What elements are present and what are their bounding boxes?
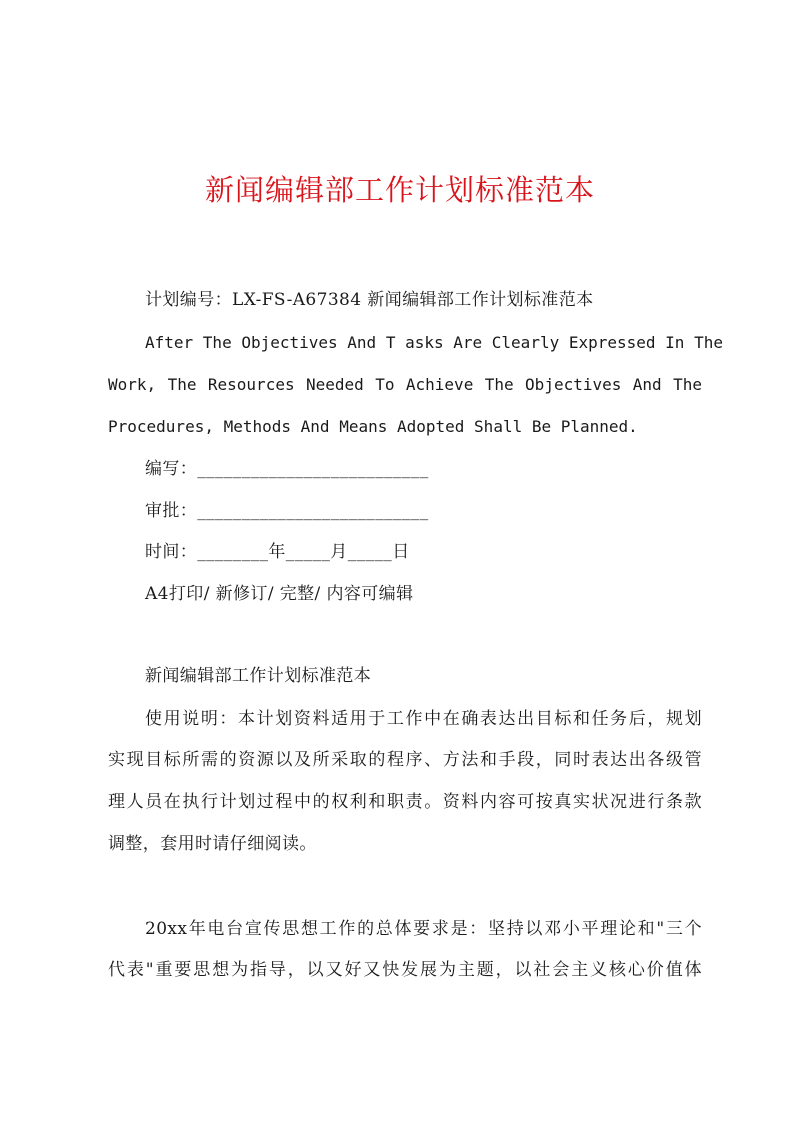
body-line-1: 20xx年电台宣传思想工作的总体要求是：坚持以邓小平理论和"三个	[145, 919, 702, 939]
usage-line-3: 理人员在执行计划过程中的权利和职责。资料内容可按真实状况进行条款	[108, 792, 702, 812]
approval-field: 审批：__________________________	[145, 501, 429, 521]
english-line-3: Procedures, Methods And Means Adopted Shall Be Planned.	[108, 417, 638, 436]
author-field: 编写：__________________________	[145, 459, 429, 479]
english-line-2: Work, The Resources Needed To Achieve The Objectives And The	[108, 375, 702, 394]
usage-line-4: 调整，套用时请仔细阅读。	[108, 834, 317, 854]
usage-line-2: 实现目标所需的资源以及所采取的程序、方法和手段，同时表达出各级管	[108, 750, 702, 770]
body-line-2: 代表"重要思想为指导，以又好又快发展为主题，以社会主义核心价值体	[108, 960, 702, 980]
usage-line-1: 使用说明：本计划资料适用于工作中在确表达出目标和任务后，规划	[145, 709, 702, 729]
document-title: 新闻编辑部工作计划标准范本	[204, 173, 595, 207]
section-title: 新闻编辑部工作计划标准范本	[145, 666, 372, 686]
english-line-1: After The Objectives And T asks Are Clearly Expressed In The	[145, 333, 723, 352]
time-field: 时间：________年_____月_____日	[145, 542, 410, 562]
plan-number-line: 计划编号：LX-FS-A67384 新闻编辑部工作计划标准范本	[145, 290, 594, 310]
format-note: A4打印/ 新修订/ 完整/ 内容可编辑	[145, 584, 414, 604]
